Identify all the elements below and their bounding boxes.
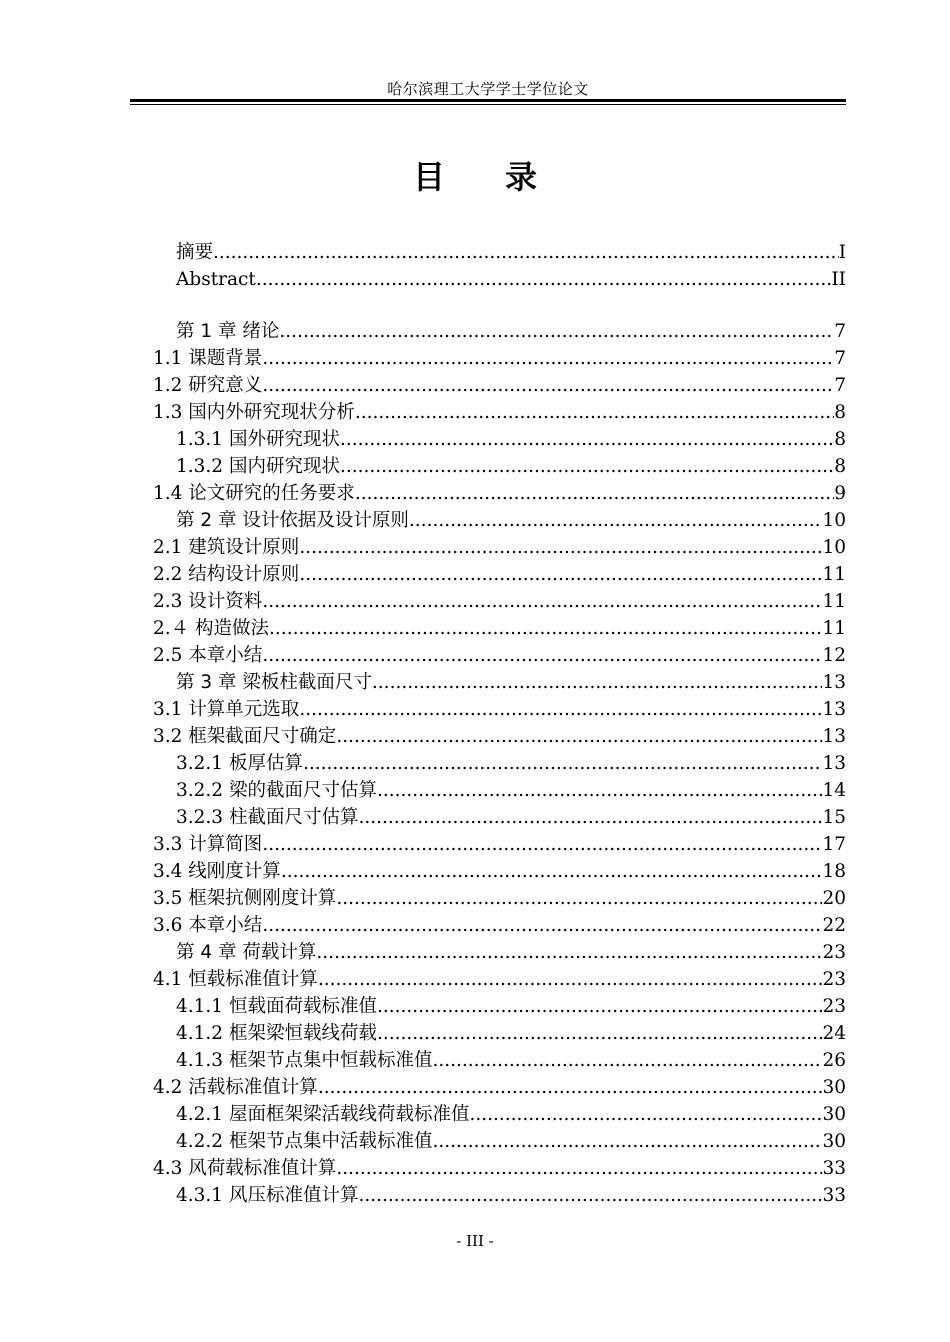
toc-leader-dots (318, 1075, 823, 1101)
toc-leader-dots (340, 454, 834, 480)
toc-entry-label: 4.1.2 框架梁恒载线荷载 (176, 1023, 377, 1044)
toc-leader-dots (299, 562, 822, 588)
toc-leader-dots (355, 400, 834, 426)
toc-leader-dots (262, 832, 822, 858)
toc-entry-page: 7 (834, 321, 846, 342)
toc-leader-dots (299, 535, 822, 561)
toc-entry-label: 第 4 章 荷载计算 (176, 942, 317, 963)
toc-entry[interactable] (176, 1048, 846, 1074)
toc-leader-dots (340, 427, 834, 453)
toc-entry-label: 2.3 设计资料 (153, 591, 263, 612)
toc-entry-page: 24 (822, 1023, 846, 1044)
toc-leader-dots (281, 859, 823, 885)
page-title: 目录 (412, 158, 597, 196)
toc-entry[interactable] (176, 751, 846, 777)
toc-leader-dots (432, 1129, 822, 1155)
toc-entry[interactable] (153, 697, 846, 723)
toc-leader-dots (279, 319, 834, 345)
toc-leader-dots (262, 373, 834, 399)
toc-leader-dots (432, 1048, 822, 1074)
toc-entry[interactable] (176, 940, 846, 966)
toc-entry-label: 第 2 章 设计依据及设计原则 (176, 510, 409, 531)
toc-entry-page: 7 (834, 375, 846, 396)
toc-entry[interactable] (176, 454, 846, 480)
toc-entry-page: 8 (834, 456, 846, 477)
toc-leader-dots (256, 267, 832, 293)
toc-entry[interactable] (153, 832, 846, 858)
toc-entry-label: 2.2 结构设计原则 (153, 564, 300, 585)
toc-entry-label: 4.3.1 风压标准值计算 (176, 1185, 359, 1206)
toc-entry-page: 7 (834, 348, 846, 369)
toc-entry-page: II (831, 269, 846, 290)
toc-entry[interactable] (153, 616, 846, 642)
toc-entry[interactable] (176, 427, 846, 453)
toc-entry-label: 3.2.3 柱截面尺寸估算 (176, 807, 359, 828)
toc-entry-label: 4.2.2 框架节点集中活载标准值 (176, 1131, 433, 1152)
toc-entry-label: 3.2.1 板厚估算 (176, 753, 303, 774)
toc-entry[interactable] (153, 562, 846, 588)
toc-entry-label: 3.1 计算单元选取 (153, 699, 300, 720)
toc-entry-label: 4.2.1 屋面框架梁活载线荷载标准值 (176, 1104, 470, 1125)
toc-entry[interactable] (176, 1129, 846, 1155)
toc-entry-label: 3.3 计算简图 (153, 834, 263, 855)
toc-entry-page: 33 (822, 1158, 846, 1179)
toc-entry-label: 摘要 (176, 242, 214, 263)
toc-leader-dots (409, 508, 823, 534)
toc-entry-page: 11 (822, 618, 846, 639)
toc-entry[interactable] (153, 373, 846, 399)
toc-leader-dots (299, 697, 822, 723)
toc-leader-dots (377, 1021, 822, 1047)
toc-entry[interactable] (153, 859, 846, 885)
toc-entry-page: 23 (822, 969, 846, 990)
toc-leader-dots (269, 616, 822, 642)
toc-leader-dots (262, 913, 822, 939)
toc-entry[interactable] (153, 1075, 846, 1101)
toc-entry-label: 1.4 论文研究的任务要求 (153, 483, 355, 504)
toc-leader-dots (262, 643, 822, 669)
toc-entry-page: 13 (822, 699, 846, 720)
toc-leader-dots (355, 481, 834, 507)
toc-entry[interactable] (153, 481, 846, 507)
toc-leader-dots (336, 1156, 822, 1182)
toc-entry-label: 4.1 恒载标准值计算 (153, 969, 318, 990)
toc-entry[interactable] (153, 535, 846, 561)
toc-leader-dots (318, 967, 823, 993)
toc-entry[interactable] (176, 1183, 846, 1209)
toc-entry[interactable] (176, 994, 846, 1020)
toc-leader-dots (262, 589, 822, 615)
toc-entry-label: 3.6 本章小结 (153, 915, 263, 936)
toc-leader-dots (469, 1102, 822, 1128)
toc-entry[interactable] (176, 670, 846, 696)
toc-entry-label: 1.1 课题背景 (153, 348, 263, 369)
toc-leader-dots (262, 346, 834, 372)
toc-entry-page: 20 (822, 888, 846, 909)
running-header: 哈尔滨理工大学学士学位论文 (387, 80, 589, 98)
toc-entry[interactable] (153, 346, 846, 372)
toc-entry-page: 17 (822, 834, 846, 855)
toc-leader-dots (372, 670, 823, 696)
toc-entry-page: 33 (822, 1185, 846, 1206)
toc-leader-dots (377, 994, 822, 1020)
toc-entry-label: 1.3 国内外研究现状分析 (153, 402, 355, 423)
toc-entry-label: 3.2.2 梁的截面尺寸估算 (176, 780, 377, 801)
toc-leader-dots (377, 778, 822, 804)
toc-entry-label: 2.5 本章小结 (153, 645, 263, 666)
toc-entry-page: 8 (834, 429, 846, 450)
toc-leader-dots (336, 886, 822, 912)
toc-entry-page: 13 (822, 753, 846, 774)
toc-entry-page: 15 (822, 807, 846, 828)
toc-entry-label: 4.1.1 恒载面荷载标准值 (176, 996, 377, 1017)
toc-entry-label: 3.4 线刚度计算 (153, 861, 281, 882)
toc-entry[interactable] (176, 240, 846, 266)
toc-leader-dots (316, 940, 822, 966)
toc-entry-page: 30 (822, 1131, 846, 1152)
toc-entry[interactable] (176, 1021, 846, 1047)
toc-entry-label: 第 1 章 绪论 (176, 321, 280, 342)
toc-entry-label: 3.5 框架抗侧刚度计算 (153, 888, 337, 909)
toc-leader-dots (358, 805, 822, 831)
toc-entry-label: 1.3.1 国外研究现状 (176, 429, 340, 450)
toc-entry[interactable] (153, 400, 846, 426)
toc-entry-label: 4.1.3 框架节点集中恒载标准值 (176, 1050, 433, 1071)
toc-entry[interactable] (153, 1156, 846, 1182)
toc-entry[interactable] (176, 267, 846, 293)
toc-leader-dots (336, 724, 822, 750)
toc-entry[interactable] (153, 913, 846, 939)
toc-entry-page: 13 (822, 672, 846, 693)
toc-entry[interactable] (176, 319, 846, 345)
toc-entry-label: 4.2 活载标准值计算 (153, 1077, 318, 1098)
toc-entry-page: 26 (822, 1050, 846, 1071)
toc-entry-page: 30 (822, 1077, 846, 1098)
toc-entry-page: I (838, 242, 846, 263)
toc-entry-label: 2.1 建筑设计原则 (153, 537, 300, 558)
toc-entry[interactable] (153, 886, 846, 912)
toc-entry-label: 2.４ 构造做法 (153, 618, 270, 639)
toc-entry-label: 1.3.2 国内研究现状 (176, 456, 340, 477)
toc-entry-page: 10 (822, 510, 846, 531)
toc-entry[interactable] (153, 643, 846, 669)
toc-entry[interactable] (153, 724, 846, 750)
toc-entry-page: 11 (822, 564, 846, 585)
toc-entry-page: 13 (822, 726, 846, 747)
toc-entry-page: 12 (822, 645, 846, 666)
toc-entry[interactable] (176, 778, 846, 804)
toc-entry-page: 8 (834, 402, 846, 423)
toc-entry-page: 9 (834, 483, 846, 504)
toc-entry-label: 4.3 风荷载标准值计算 (153, 1158, 337, 1179)
toc-leader-dots (213, 240, 839, 266)
toc-entry-page: 30 (822, 1104, 846, 1125)
toc-entry-page: 14 (822, 780, 846, 801)
toc-entry[interactable] (176, 508, 846, 534)
toc-entry-label: Abstract (176, 269, 256, 290)
toc-entry-page: 22 (822, 915, 846, 936)
toc-entry[interactable] (153, 967, 846, 993)
toc-entry-label: 第 3 章 梁板柱截面尺寸 (176, 672, 372, 693)
toc-entry-page: 10 (822, 537, 846, 558)
toc-entry-label: 3.2 框架截面尺寸确定 (153, 726, 337, 747)
toc-entry-page: 11 (822, 591, 846, 612)
toc-entry[interactable] (176, 805, 846, 831)
toc-entry-page: 23 (822, 942, 846, 963)
toc-leader-dots (358, 1183, 822, 1209)
toc-leader-dots (303, 751, 823, 777)
toc-entry[interactable] (153, 589, 846, 615)
toc-entry-label: 1.2 研究意义 (153, 375, 263, 396)
toc-entry-page: 18 (822, 861, 846, 882)
toc-entry[interactable] (176, 1102, 846, 1128)
page-number: - III - (456, 1232, 494, 1250)
toc-entry-page: 23 (822, 996, 846, 1017)
